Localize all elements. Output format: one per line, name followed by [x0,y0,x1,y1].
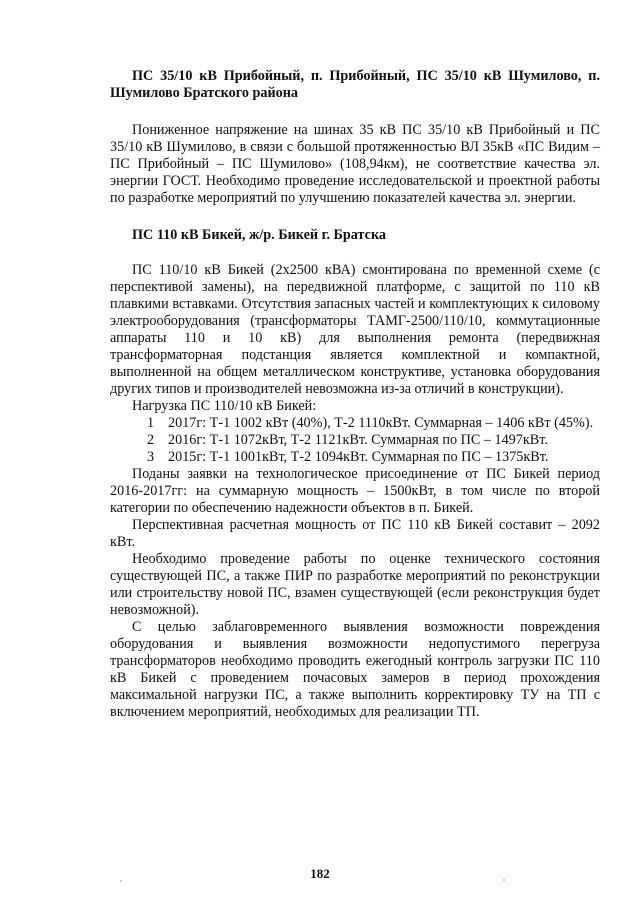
load-title: Нагрузка ПС 110/10 кВ Бикей: [132,398,317,414]
list-item-text: 2017г: Т-1 1002 кВт (40%), Т-2 1110кВт. Суммарная – 1406 кВт (45%). [168,415,594,431]
paragraph-voltage: Пониженное напряжение на шинах 35 кВ ПС 35/10 кВ Прибойный и ПС 35/10 кВ Шумилово, в связи с большой протяженностью ВЛ 35кВ «ПС Видим – ПС Прибойный – ПС Шумилово» (108,94км), не соответствие качества эл. энергии ГОСТ. Необходимо проведение исследовательской и проектной работы по разработке мероприятий по улучшению показателей качества эл. энергии. [110,122,600,206]
list-item-number: 2 [147,432,155,448]
list-item-number: 1 [147,415,155,431]
section-heading-pribojnyj: ПС 35/10 кВ Прибойный, п. Прибойный, ПС 35/10 кВ Шумилово, п. Шумилово Братского района [110,68,600,101]
document-page [110,68,600,721]
paragraph-assessment: Необходимо проведение работы по оценке технического состояния существующей ПС, а также ПИР по разработке мероприятий по реконструкции или строительству новой ПС, взамен существующей (если реконструкция будет невозможной). [110,551,600,618]
list-item-text: 2016г: Т-1 1072кВт, Т-2 1121кВт. Суммарная по ПС – 1497кВт. [168,432,548,448]
list-item [110,449,600,466]
scan-speck [503,879,505,881]
section-heading-bikej: ПС 110 кВ Бикей, ж/р. Бикей г. Братска [132,227,387,243]
list-item [110,432,600,449]
load-list [110,415,600,466]
paragraph-perspective-power: Перспективная расчетная мощность от ПС 110 кВ Бикей составит – 2092 кВт. [110,517,600,550]
paragraph-monitoring: С целью заблаговременного выявления возможности повреждения оборудования и выявления возможности недопустимого перегруза трансформаторов необходимо проводить ежегодный контроль загрузки ПС 110 кВ Бикей с проведением почасовых замеров в период прохождения максимальной нагрузки ПС, а также выполнить корректировку ТУ на ТП с включением мероприятий, необходимых для реализации ТП. [110,619,600,720]
page-number: 182 [310,866,330,881]
list-item-number: 3 [147,449,155,465]
paragraph-applications: Поданы заявки на технологическое присоединение от ПС Бикей период 2016-2017гг: на суммарную мощность – 1500кВт, в том числе по второй категории по обеспечению надежности объектов в п. Бикей. [110,466,600,516]
list-item [110,415,600,432]
list-item-text: 2015г: Т-1 1001кВт, Т-2 1094кВт. Суммарная по ПС – 1375кВт. [168,449,549,465]
scan-speck [120,880,122,882]
paragraph-bikej-description: ПС 110/10 кВ Бикей (2х2500 кВА) смонтирована по временной схеме (с перспективой замены), на передвижной платформе, с защитой по 110 кВ плавкими вставками. Отсутствия запасных частей и комплектующих к силовому электрооборудования (трансформаторы ТАМГ-2500/110/10, коммутационные аппараты 110 и 10 кВ) для выполнения ремонта (передвижная трансформаторная подстанция является комплектной и компактной, выполненной на общем металлическом конструктиве, установка оборудования других типов и производителей невозможна из-за отличий в конструкции). [110,262,600,397]
